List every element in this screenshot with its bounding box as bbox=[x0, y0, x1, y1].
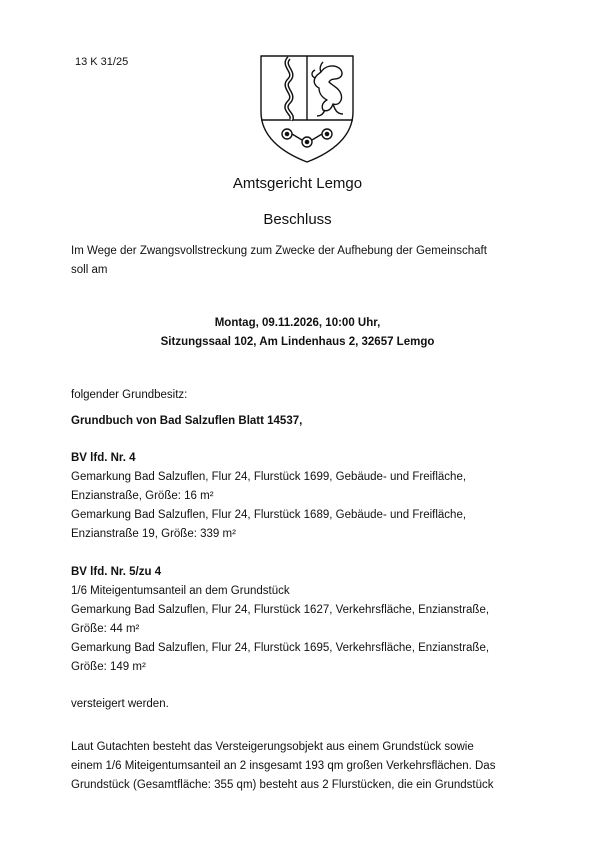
property-intro: folgender Grundbesitz: bbox=[71, 389, 188, 401]
item-2-heading: BV lfd. Nr. 5/zu 4 bbox=[71, 566, 162, 578]
item-2-line: Gemarkung Bad Salzuflen, Flur 24, Flurstück 1695, Verkehrsfläche, Enzianstraße, bbox=[71, 642, 490, 654]
document-title: Beschluss bbox=[263, 211, 332, 228]
coat-of-arms-emblem bbox=[259, 54, 355, 164]
item-2-line: Größe: 44 m² bbox=[71, 623, 140, 635]
court-name: Amtsgericht Lemgo bbox=[232, 175, 363, 192]
item-1-line: Enzianstraße 19, Größe: 339 m² bbox=[71, 528, 236, 540]
appointment-location: Sitzungssaal 102, Am Lindenhaus 2, 32657 Lemgo bbox=[160, 336, 435, 348]
appraisal-line: Laut Gutachten besteht das Versteigerungsobjekt aus einem Grundstück sowie bbox=[71, 741, 474, 753]
intro-line-2: soll am bbox=[71, 264, 108, 276]
appointment-date-time: Montag, 09.11.2026, 10:00 Uhr, bbox=[214, 317, 381, 329]
case-number: 13 K 31/25 bbox=[75, 56, 129, 68]
item-1-line: Enzianstraße, Größe: 16 m² bbox=[71, 490, 214, 502]
item-2-line: Gemarkung Bad Salzuflen, Flur 24, Flurstück 1627, Verkehrsfläche, Enzianstraße, bbox=[71, 604, 490, 616]
item-2-line: Größe: 149 m² bbox=[71, 661, 146, 673]
item-1-heading: BV lfd. Nr. 4 bbox=[71, 452, 136, 464]
intro-line-1: Im Wege der Zwangsvollstreckung zum Zwecke der Aufhebung der Gemeinschaft bbox=[71, 245, 487, 257]
appraisal-line: Grundstück (Gesamtfläche: 355 qm) besteht aus 2 Flurstücken, die ein Grundstück bbox=[71, 779, 494, 791]
item-2-line: 1/6 Miteigentumsanteil an dem Grundstück bbox=[71, 585, 290, 597]
item-1-line: Gemarkung Bad Salzuflen, Flur 24, Flurstück 1699, Gebäude- und Freifläche, bbox=[71, 471, 467, 483]
appraisal-line: einem 1/6 Miteigentumsanteil an 2 insgesamt 193 qm großen Verkehrsflächen. Das bbox=[71, 760, 496, 772]
item-1-line: Gemarkung Bad Salzuflen, Flur 24, Flurstück 1689, Gebäude- und Freifläche, bbox=[71, 509, 467, 521]
land-register-entry: Grundbuch von Bad Salzuflen Blatt 14537, bbox=[71, 415, 303, 427]
auction-note: versteigert werden. bbox=[71, 698, 169, 710]
